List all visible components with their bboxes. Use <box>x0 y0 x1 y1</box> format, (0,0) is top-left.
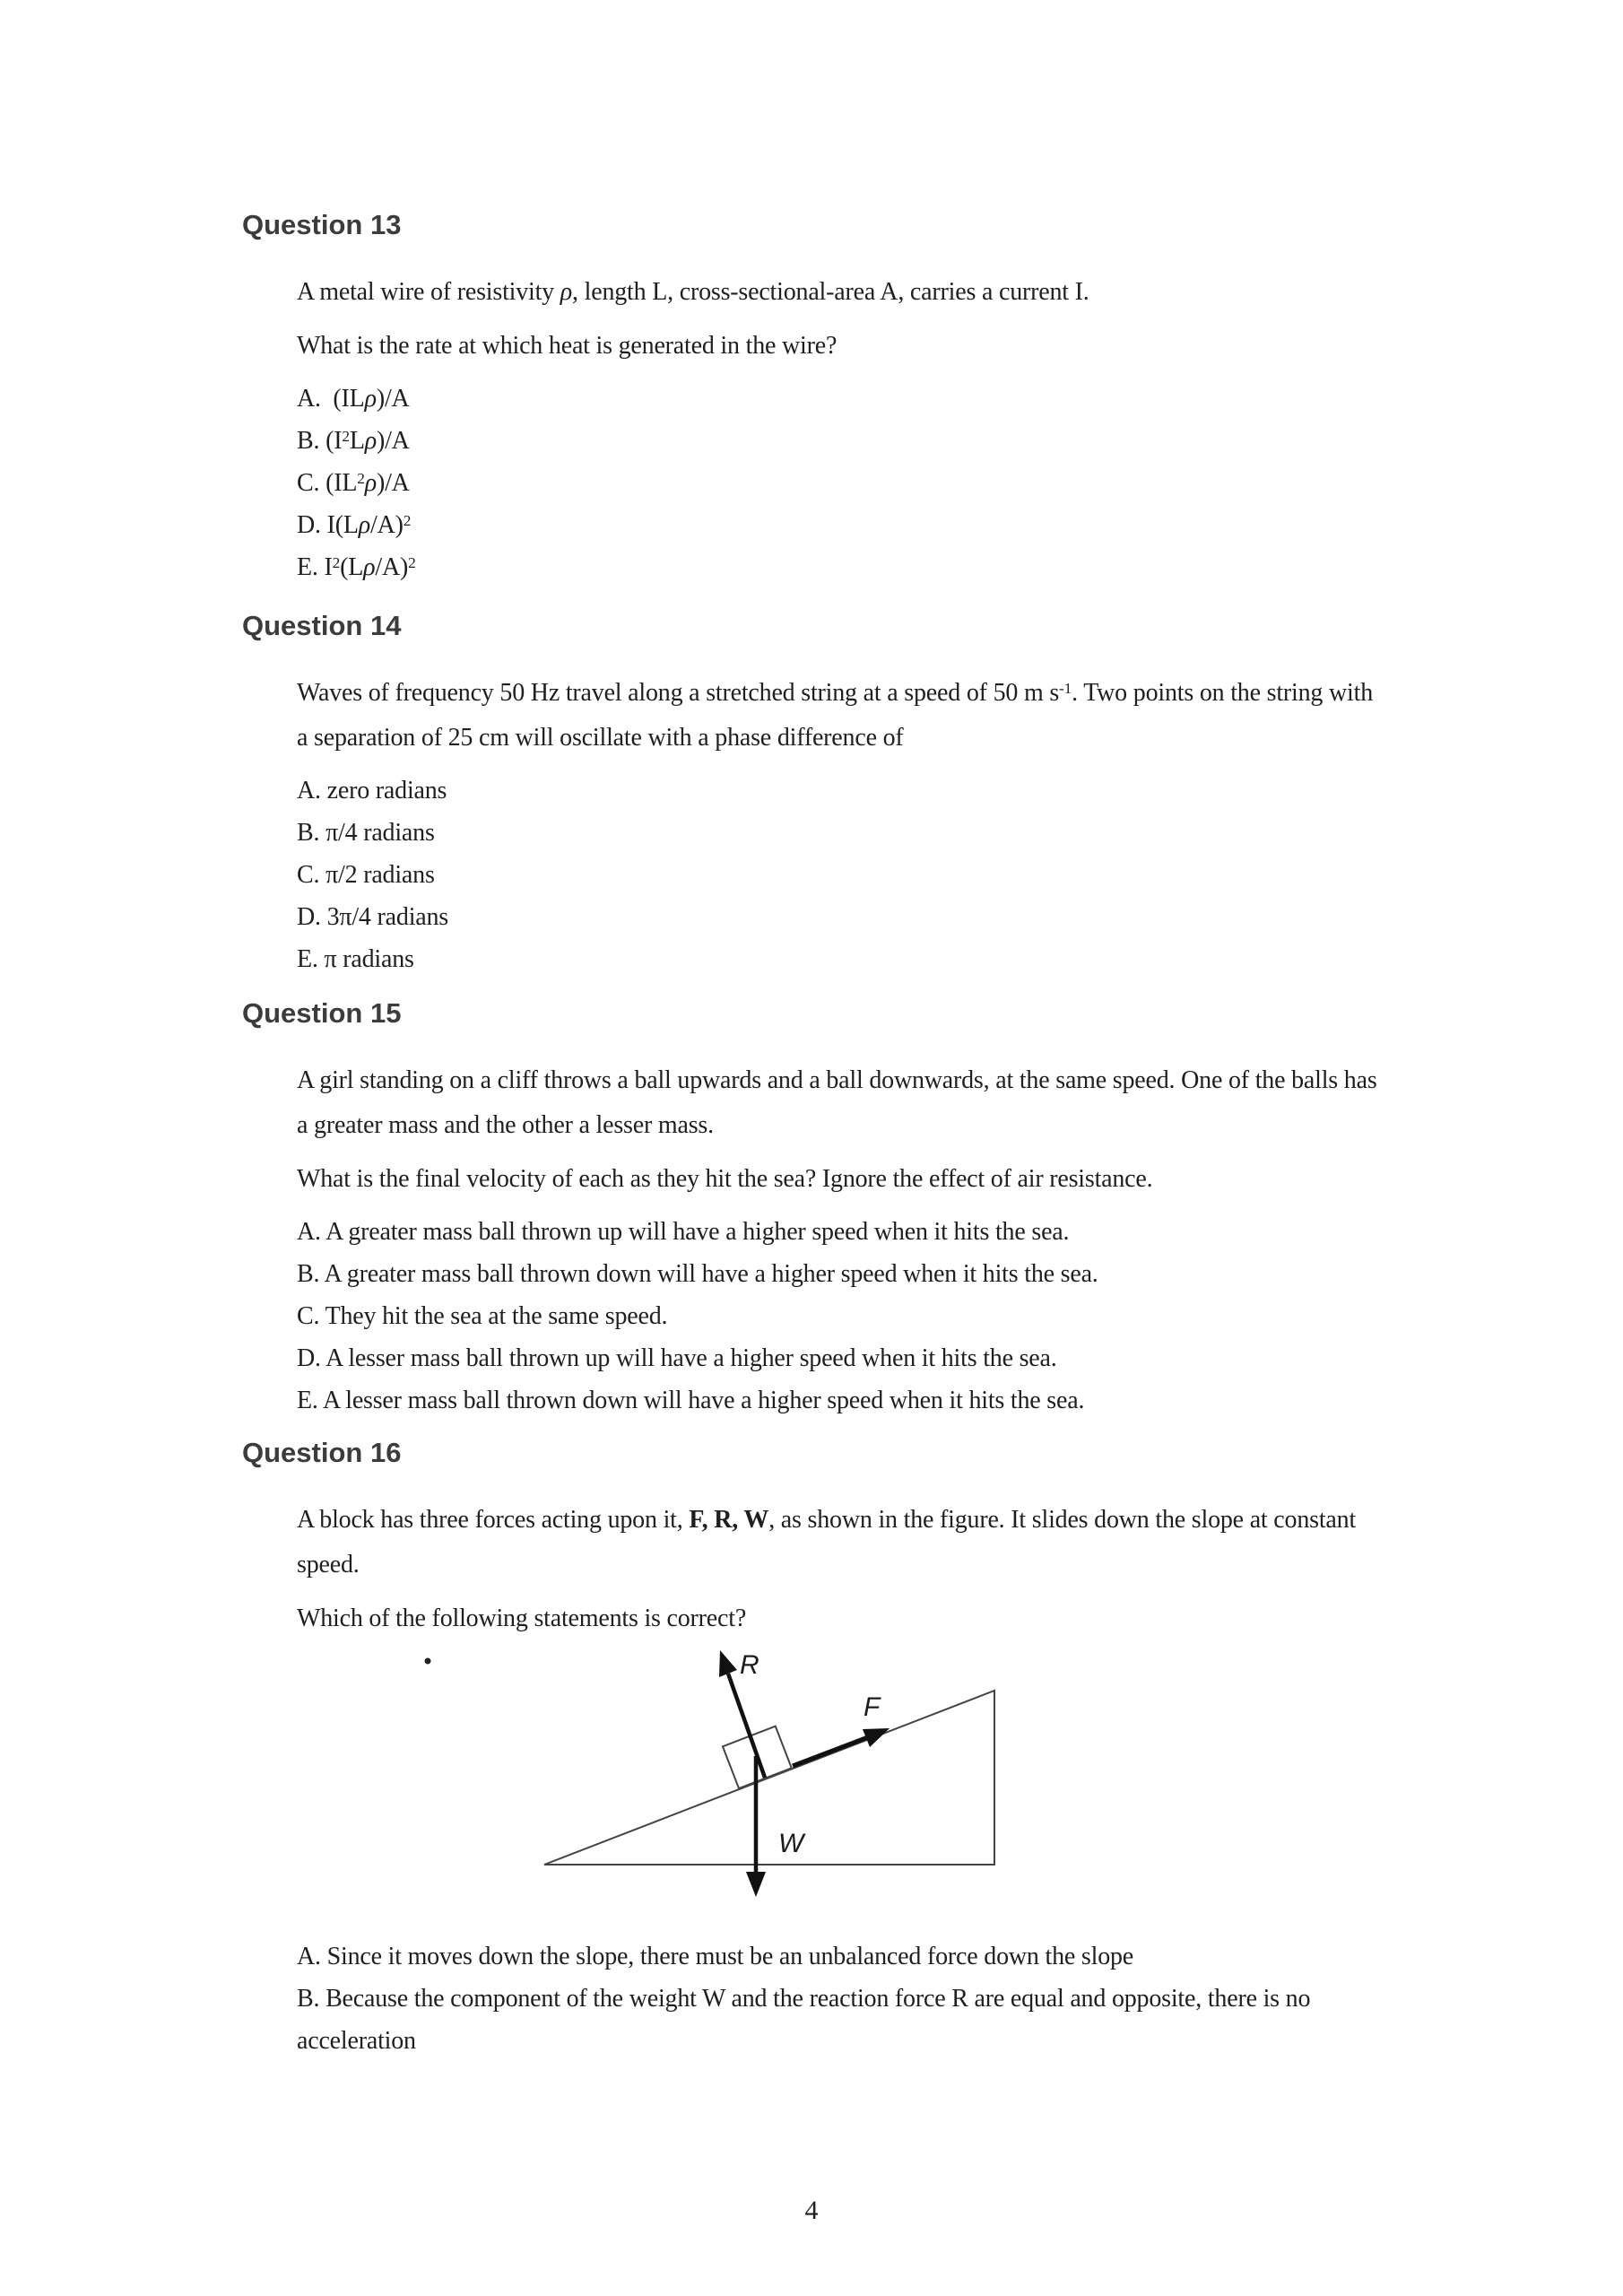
option-d <box>297 1337 1623 1379</box>
question-15-options <box>297 1211 1623 1422</box>
question-13-body <box>297 270 1623 588</box>
option-d <box>297 896 1623 938</box>
option-a <box>297 1935 1623 1978</box>
text-line: A. zero radians <box>297 777 447 804</box>
page-number: 4 <box>804 2196 819 2225</box>
question-16-body <box>297 1498 1623 2062</box>
option-a <box>297 378 1623 420</box>
option-a <box>297 1211 1623 1253</box>
text-line: C. π/2 radians <box>297 861 435 889</box>
friction-arrow <box>793 1728 890 1766</box>
option-d <box>297 504 1623 546</box>
text-line: Which of the following statements is correct? <box>297 1605 747 1632</box>
incline-diagram-svg <box>412 1634 1040 1910</box>
text-line: Waves of frequency 50 Hz travel along a stretched string at a speed of 50 m $s^{-1}$. Two points on the string with <box>297 679 1373 707</box>
question-15-paragraph-2 <box>297 1157 1623 1202</box>
question-14 <box>242 608 1623 980</box>
text-line: What is the rate at which heat is generated in the wire? <box>297 332 838 360</box>
text-line: D. A lesser mass ball thrown up will have a higher speed when it hits the sea. <box>297 1344 1057 1372</box>
question-14-paragraph-1 <box>297 671 1623 761</box>
option-b <box>297 1253 1623 1295</box>
question-13-options <box>297 378 1623 588</box>
forces-on-incline-figure <box>412 1634 1040 1910</box>
stray-dot <box>425 1658 431 1665</box>
text-line: D. 3π/4 radians <box>297 903 448 931</box>
text-line: C. $(IL^2\rho)/A$ <box>297 469 410 497</box>
text-line: B. Because the component of the weight W and the reaction force R are equal and opposite, there is no <box>297 1985 1311 2013</box>
option-a <box>297 770 1623 812</box>
text-line: A metal wire of resistivity ρ, length L, cross-sectional-area A, carries a current I. <box>297 278 1089 306</box>
text-line: D. $I(L\rho/A)^2$ <box>297 511 412 539</box>
weight-label: W <box>778 1829 804 1858</box>
text-line: A girl standing on a cliff throws a ball upwards and a ball downwards, at the same speed. One of the balls has <box>297 1066 1377 1094</box>
friction-label: F <box>864 1692 881 1722</box>
question-15-body <box>297 1058 1623 1422</box>
text-line: acceleration <box>297 2027 416 2055</box>
text-line: E. $I^2(L\rho/A)^2$ <box>297 553 416 581</box>
reaction-label: R <box>740 1650 759 1680</box>
option-b <box>297 420 1623 462</box>
option-e <box>297 938 1623 980</box>
question-13-paragraph-2 <box>297 324 1623 369</box>
text-line: A. (ILρ)/A <box>297 385 410 413</box>
text-line: A block has three forces acting upon it, F, R, W, as shown in the figure. It slides down the slope at constant <box>297 1506 1357 1534</box>
text-line: E. π radians <box>297 945 414 973</box>
text-line: speed. <box>297 1551 360 1578</box>
text-line: What is the final velocity of each as they hit the sea? Ignore the effect of air resistance. <box>297 1165 1153 1193</box>
text-line: A. A greater mass ball thrown up will have a higher speed when it hits the sea. <box>297 1218 1070 1246</box>
option-c <box>297 1295 1623 1337</box>
question-13-heading: Question 13 <box>242 209 402 240</box>
question-14-heading: Question 14 <box>242 610 402 641</box>
option-c <box>297 462 1623 504</box>
question-15-heading: Question 15 <box>242 997 402 1029</box>
option-b <box>297 812 1623 854</box>
question-13 <box>242 207 1623 588</box>
text-line: C. They hit the sea at the same speed. <box>297 1302 668 1330</box>
question-16-heading: Question 16 <box>242 1437 402 1468</box>
text-line: B. π/4 radians <box>297 819 435 847</box>
question-13-paragraph-1 <box>297 270 1623 315</box>
text-line: a separation of 25 cm will oscillate with a phase difference of <box>297 724 904 752</box>
text-line: B. A greater mass ball thrown down will have a higher speed when it hits the sea. <box>297 1260 1098 1288</box>
text-line: B. $(I^2L\rho)/A$ <box>297 427 410 455</box>
question-15 <box>242 996 1623 1422</box>
text-line: E. A lesser mass ball thrown down will have a higher speed when it hits the sea. <box>297 1387 1085 1414</box>
text-line: A. Since it moves down the slope, there must be an unbalanced force down the slope <box>297 1943 1134 1970</box>
incline-triangle <box>544 1691 994 1865</box>
option-b <box>297 1978 1623 2062</box>
option-e <box>297 546 1623 588</box>
question-16 <box>242 1435 1623 2062</box>
option-e <box>297 1379 1623 1422</box>
question-14-options <box>297 770 1623 980</box>
question-15-paragraph-1 <box>297 1058 1623 1148</box>
question-16-options <box>297 1935 1623 2062</box>
question-16-paragraph-1 <box>297 1498 1623 1587</box>
question-14-body <box>297 671 1623 980</box>
text-line: a greater mass and the other a lesser mass. <box>297 1111 714 1139</box>
option-c <box>297 854 1623 896</box>
